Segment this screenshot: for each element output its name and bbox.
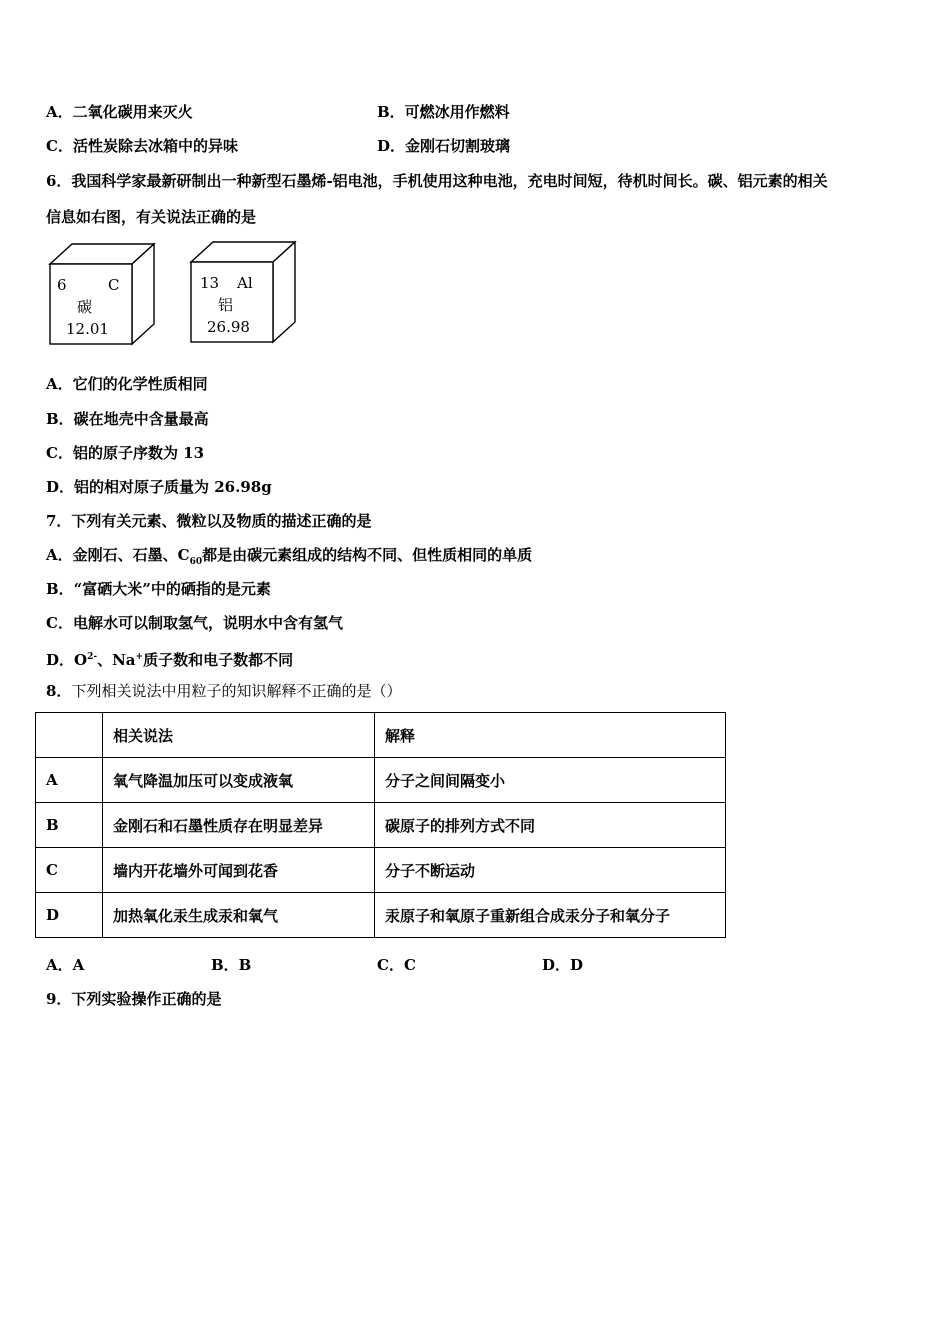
carbon-name: 碳 xyxy=(77,298,93,316)
q8-stem: 8．下列相关说法中用粒子的知识解释不正确的是（） xyxy=(46,682,402,700)
carbon-mass: 12.01 xyxy=(66,320,109,338)
element-card-aluminum xyxy=(187,240,299,346)
aluminum-mass: 26.98 xyxy=(207,318,250,336)
table-cell: B xyxy=(36,803,103,848)
q5-option-b: B．可燃冰用作燃料 xyxy=(377,103,510,121)
table-row xyxy=(36,803,726,848)
table-cell: 分子之间间隔变小 xyxy=(375,758,726,803)
q7-option-d: D．$O^{2-}$、Na+质子数和电子数都不同 xyxy=(46,651,294,669)
aluminum-name: 铝 xyxy=(218,296,234,314)
table-cell: 加热氧化汞生成汞和氧气 xyxy=(103,893,375,938)
table-cell: 氧气降温加压可以变成液氧 xyxy=(103,758,375,803)
q6-option-d: D．铝的相对原子质量为 26.98g xyxy=(46,478,272,496)
table-cell: 分子不断运动 xyxy=(375,848,726,893)
table-cell: C xyxy=(36,848,103,893)
q7-option-b: B．“富硒大米”中的硒指的是元素 xyxy=(46,580,271,598)
table-cell: A xyxy=(36,758,103,803)
element-card-carbon xyxy=(46,242,158,348)
table-cell: 碳原子的排列方式不同 xyxy=(375,803,726,848)
q5-option-c: C．活性炭除去冰箱中的异味 xyxy=(46,137,238,155)
carbon-number: 6 xyxy=(57,276,67,294)
q7-option-c: C．电解水可以制取氢气，说明水中含有氢气 xyxy=(46,614,343,632)
q8-option-c: C．C xyxy=(377,956,416,974)
q5-option-d: D．金刚石切割玻璃 xyxy=(377,137,511,155)
table-header-cell xyxy=(36,713,103,758)
q8-option-a: A．A xyxy=(46,956,85,974)
table-header-cell: 相关说法 xyxy=(103,713,375,758)
table-cell: 汞原子和氧原子重新组合成汞分子和氧分子 xyxy=(375,893,726,938)
carbon-symbol: C xyxy=(108,276,120,294)
table-row xyxy=(36,848,726,893)
aluminum-symbol: Al xyxy=(237,274,253,292)
q6-stem-line1: 6．我国科学家最新研制出一种新型石墨烯-铝电池，手机使用这种电池，充电时间短，待机时间长。碳、铝元素的相关 xyxy=(46,172,828,190)
table-header-cell: 解释 xyxy=(375,713,726,758)
q6-option-b: B．碳在地壳中含量最高 xyxy=(46,410,209,428)
q5-option-a: A．二氧化碳用来灭火 xyxy=(46,103,193,121)
table-cell: 墙内开花墙外可闻到花香 xyxy=(103,848,375,893)
explanation-table xyxy=(35,712,726,938)
table-cell: D xyxy=(36,893,103,938)
q8-option-d: D．D xyxy=(542,956,584,974)
table-row xyxy=(36,893,726,938)
q7-stem: 7．下列有关元素、微粒以及物质的描述正确的是 xyxy=(46,512,372,530)
q9-stem: 9．下列实验操作正确的是 xyxy=(46,990,222,1008)
q8-option-b: B．B xyxy=(211,956,252,974)
table-header-row xyxy=(36,713,726,758)
q6-stem-line2: 信息如右图，有关说法正确的是 xyxy=(46,208,257,226)
q7-option-a: A．金刚石、石墨、$C_{60}$都是由碳元素组成的结构不同、但性质相同的单质 xyxy=(46,546,533,567)
aluminum-number: 13 xyxy=(200,274,220,292)
q6-option-a: A．它们的化学性质相同 xyxy=(46,375,208,393)
table-cell: 金刚石和石墨性质存在明显差异 xyxy=(103,803,375,848)
q6-option-c: C．铝的原子序数为 13 xyxy=(46,444,205,462)
table-row xyxy=(36,758,726,803)
